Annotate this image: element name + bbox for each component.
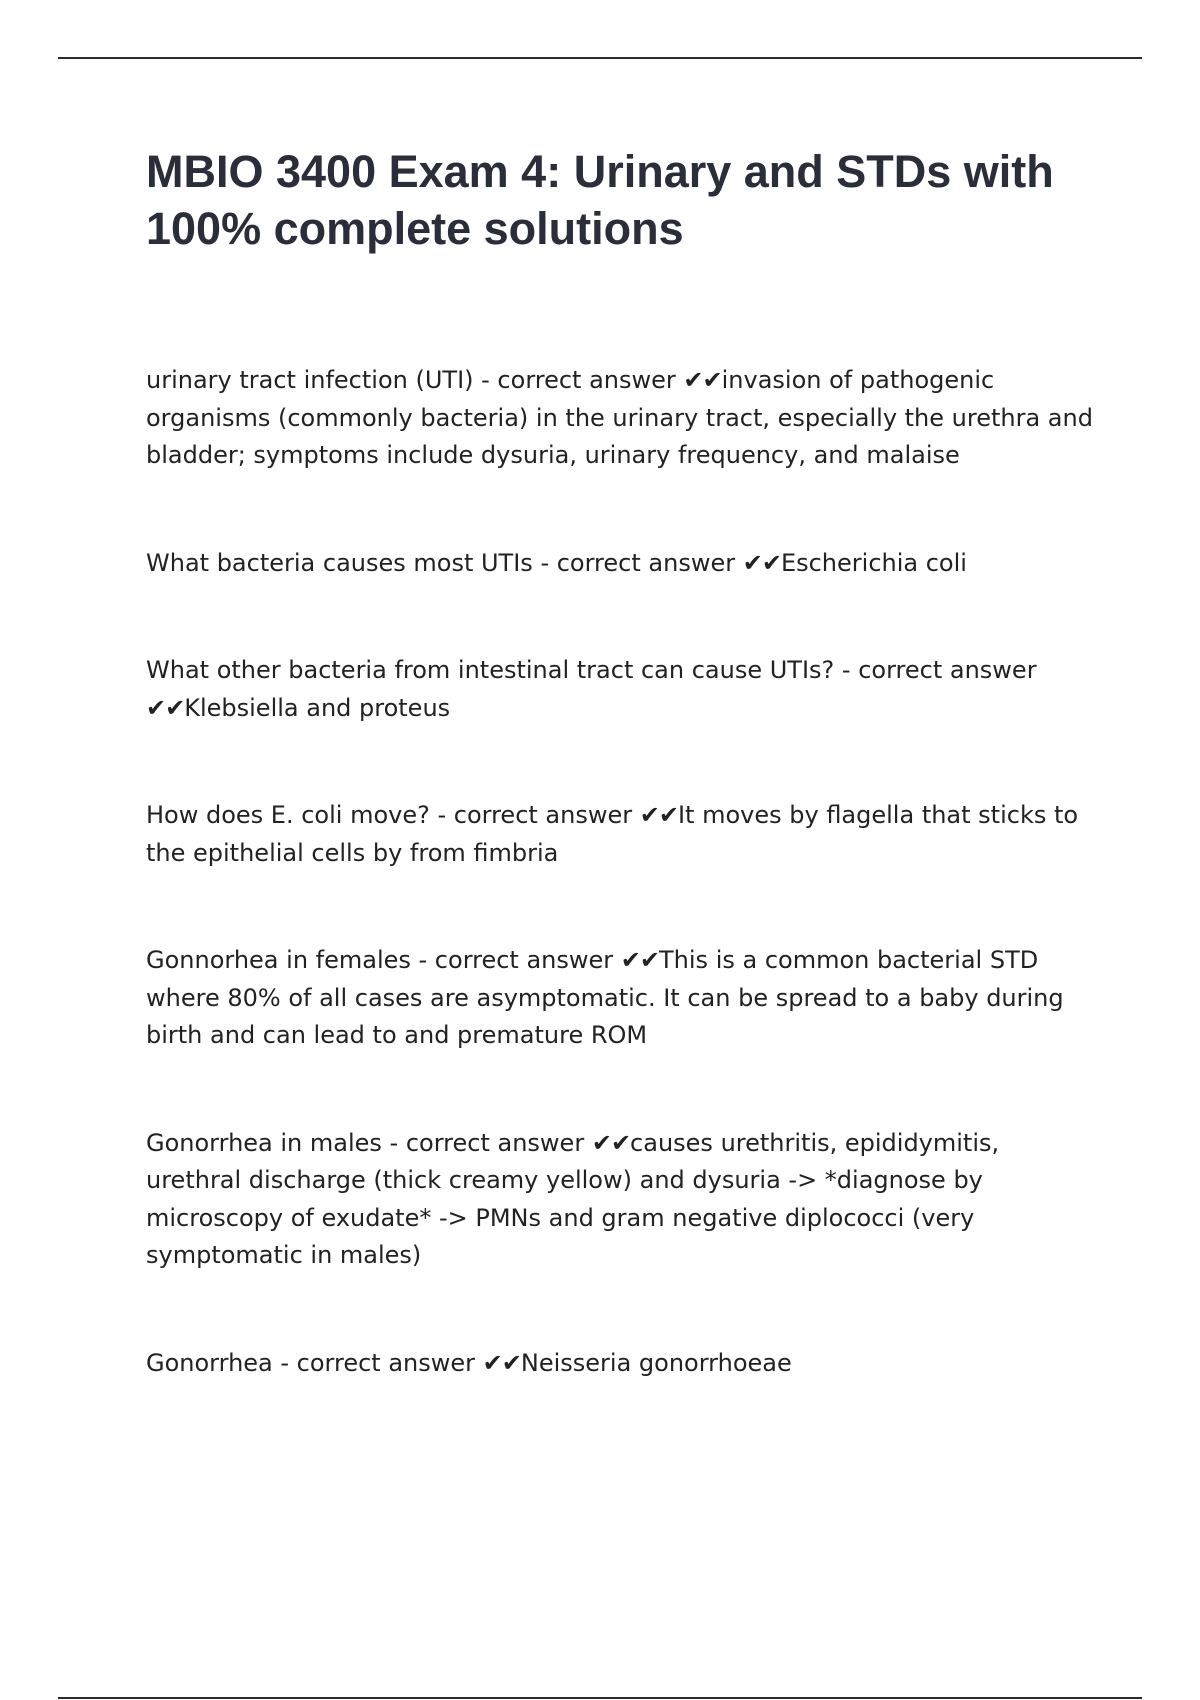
answer-text: Klebsiella and proteus [184, 693, 451, 722]
question-text: urinary tract infection (UTI) [146, 366, 474, 394]
answer-text: Neisseria gonorrhoeae [520, 1348, 792, 1377]
question-text: Gonorrhea [146, 1348, 273, 1377]
qa-item [146, 545, 1096, 583]
qa-item [146, 942, 1096, 1055]
answer-text: causes urethritis, epididymitis, urethral discharge (thick creamy yellow) and dysuria -> *diagnose by microscopy of exudate* -> PMNs and gram negative diplococci (very symptomatic in males) [146, 1128, 1000, 1269]
double-check-icon: ✔✔ [620, 946, 660, 974]
bottom-rule [58, 1697, 1142, 1699]
qa-item [146, 1345, 1096, 1383]
top-rule [58, 57, 1142, 59]
question-text: How does E. coli move? [146, 801, 430, 829]
qa-list [146, 362, 1096, 1452]
double-check-icon: ✔✔ [146, 693, 185, 722]
answer-text: invasion of pathogenic organisms (commonly bacteria) in the urinary tract, especially the urethra and bladder; symptoms include dysuria, urinary frequency, and malaise [146, 366, 1093, 469]
double-check-icon: ✔✔ [683, 366, 722, 394]
correct-answer-separator: - correct answer [429, 801, 640, 829]
question-text: What bacteria causes most UTIs [146, 548, 533, 577]
qa-item [146, 362, 1096, 475]
answer-text: Escherichia coli [780, 548, 967, 577]
correct-answer-separator: - correct answer [834, 656, 1037, 684]
correct-answer-separator: - correct answer [473, 366, 684, 394]
qa-item [146, 1125, 1096, 1275]
page-title: MBIO 3400 Exam 4: Urinary and STDs with 100% complete solutions [146, 146, 1054, 254]
double-check-icon: ✔✔ [482, 1348, 521, 1377]
question-text: Gonorrhea in males [146, 1128, 382, 1157]
double-check-icon: ✔✔ [591, 1128, 631, 1157]
correct-answer-separator: - correct answer [410, 946, 621, 974]
question-text: What other bacteria from intestinal tract can cause UTIs? [146, 656, 835, 684]
qa-item [146, 797, 1096, 872]
answer-text: It moves by flagella that sticks to the epithelial cells by from fimbria [146, 801, 1079, 867]
correct-answer-separator: - correct answer [272, 1348, 483, 1377]
correct-answer-separator: - correct answer [532, 548, 743, 577]
correct-answer-separator: - correct answer [381, 1128, 592, 1157]
double-check-icon: ✔✔ [742, 548, 781, 577]
answer-text: This is a common bacterial STD where 80% of all cases are asymptomatic. It can be spread to a baby during birth and can lead to and premature ROM [146, 946, 1064, 1049]
question-text: Gonnorhea in females [146, 946, 411, 974]
qa-item [146, 652, 1096, 727]
double-check-icon: ✔✔ [639, 801, 678, 829]
